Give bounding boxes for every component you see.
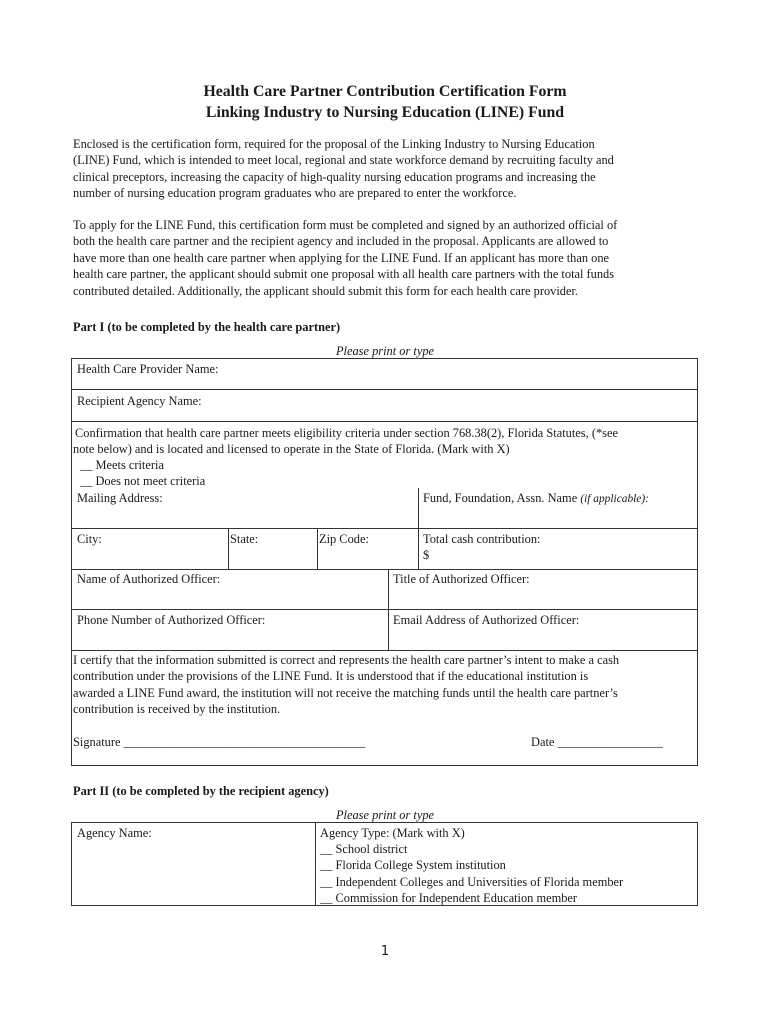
table-rule (315, 822, 316, 906)
part1-heading: Part I (to be completed by the health care partner) (73, 320, 341, 334)
school-district-option[interactable]: __ School district (320, 842, 408, 856)
officer-phone-field[interactable]: Phone Number of Authorized Officer: (77, 613, 266, 627)
fund-name-note: (if applicable): (580, 493, 649, 505)
mailing-address-field[interactable]: Mailing Address: (77, 491, 163, 505)
text-line: (LINE) Fund, which is intended to meet local, regional and state workforce demand by recruiting faculty and (73, 153, 614, 168)
table-rule (71, 421, 698, 422)
table-rule (71, 528, 698, 529)
commission-independent-education-option[interactable]: __ Commission for Independent Education member (320, 891, 578, 905)
independent-colleges-option[interactable]: __ Independent Colleges and Universities of Florida member (320, 875, 624, 889)
table-rule (71, 609, 698, 610)
table-rule (418, 488, 419, 529)
zip-code-field[interactable]: Zip Code: (319, 532, 369, 546)
total-cash-contribution-field[interactable]: Total cash contribution: (423, 532, 541, 546)
table-rule (317, 528, 318, 569)
form-subtitle: Linking Industry to Nursing Education (LINE) Fund (205, 104, 565, 121)
signature-line[interactable]: Signature _______________________________________ (73, 735, 366, 749)
text-line: number of nursing education program graduates who are prepared to enter the workforce. (73, 186, 517, 201)
table-rule (71, 569, 698, 570)
text-line: have more than one health care partner when applying for the LINE Fund. If an applicant has more than one (73, 250, 610, 265)
provider-name-field[interactable]: Health Care Provider Name: (77, 362, 219, 376)
intro-paragraph-1 (73, 136, 685, 202)
meets-criteria-option[interactable]: __ Meets criteria (80, 458, 164, 472)
recipient-agency-field[interactable]: Recipient Agency Name: (77, 394, 202, 408)
city-field[interactable]: City: (77, 532, 102, 546)
florida-college-system-option[interactable]: __ Florida College System institution (320, 858, 506, 872)
officer-email-field[interactable]: Email Address of Authorized Officer: (393, 613, 580, 627)
agency-type-label: Agency Type: (Mark with X) (320, 826, 465, 840)
fund-name-field[interactable] (423, 490, 649, 507)
text-line: awarded a LINE Fund award, the institution will not receive the matching funds until the health care partner’s (73, 685, 618, 700)
text-line: contributed detailed. Additionally, the applicant should submit this form for each health care provider. (73, 283, 579, 298)
certification-statement (73, 652, 693, 718)
text-line: health care partner, the applicant should submit one proposal with all health care partners with the total funds (73, 267, 615, 282)
text-line: both the health care partner and the recipient agency and included in the proposal. Applicants are allowed to (73, 234, 609, 249)
officer-title-field[interactable]: Title of Authorized Officer: (393, 572, 530, 586)
table-rule (71, 389, 698, 390)
text-line: I certify that the information submitted is correct and represents the health care partner’s intent to make a cash (73, 653, 620, 667)
page-number: 1 (380, 944, 390, 959)
state-field[interactable]: State: (230, 532, 259, 546)
officer-name-field[interactable]: Name of Authorized Officer: (77, 572, 221, 586)
text-line: To apply for the LINE Fund, this certification form must be completed and signed by an authorized official of (73, 218, 618, 232)
part2-heading: Part II (to be completed by the recipient agency) (73, 784, 329, 798)
part2-print-note: Please print or type (335, 808, 435, 822)
form-title: Health Care Partner Contribution Certification Form (203, 83, 567, 100)
table-rule (228, 528, 229, 569)
text-line: Enclosed is the certification form, required for the proposal of the Linking Industry to Nursing Education (73, 137, 595, 151)
dollar-sign: $ (423, 548, 430, 562)
table-rule (418, 528, 419, 569)
text-line: contribution is received by the institution. (73, 702, 281, 717)
table-rule (388, 569, 389, 650)
confirmation-text-line: Confirmation that health care partner meets eligibility criteria under section 768.38(2), Florida Statutes, (*see (75, 426, 618, 440)
agency-name-field[interactable]: Agency Name: (77, 826, 152, 840)
text-line: clinical preceptors, increasing the capacity of high-quality nursing education programs and increasing the (73, 169, 596, 184)
does-not-meet-criteria-option[interactable]: __ Does not meet criteria (80, 474, 206, 488)
part1-print-note: Please print or type (335, 344, 435, 358)
fund-name-label: Fund, Foundation, Assn. Name (423, 491, 578, 505)
text-line: contribution under the provisions of the LINE Fund. It is understood that if the educational institution is (73, 669, 589, 684)
date-line[interactable]: Date _________________ (531, 735, 663, 749)
table-rule (71, 650, 698, 651)
intro-paragraph-2 (73, 217, 685, 299)
confirmation-text-line: note below) and is located and licensed to operate in the State of Florida. (Mark with X) (73, 442, 510, 456)
